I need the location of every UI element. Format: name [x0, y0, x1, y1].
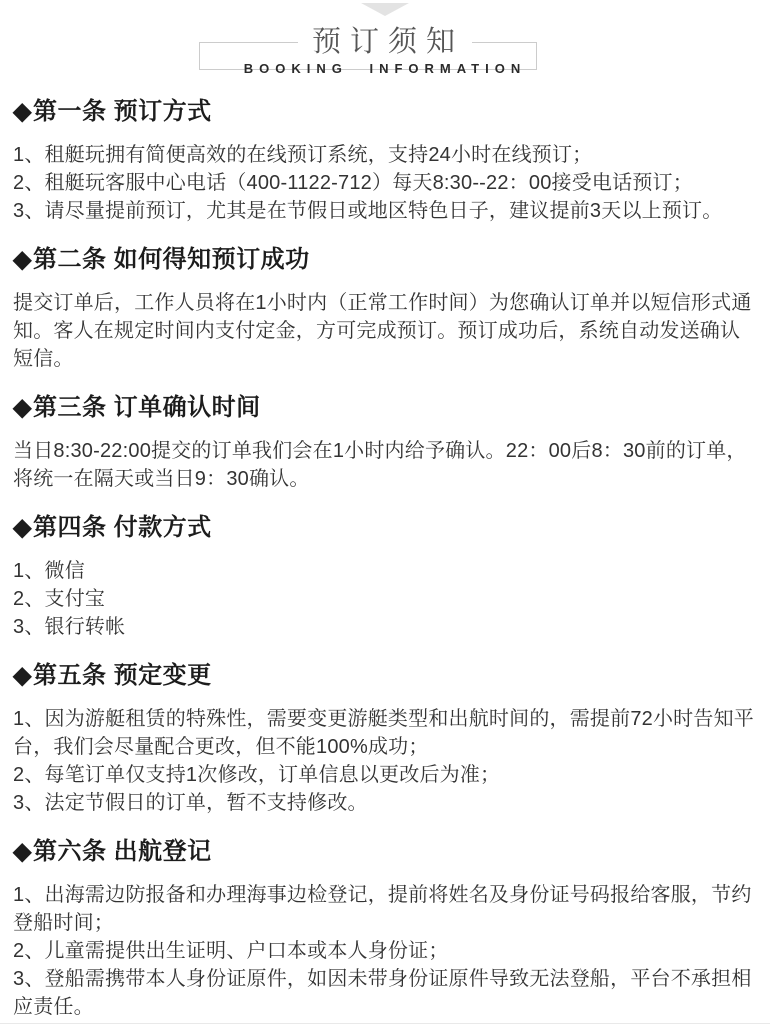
- list-item: 3、银行转帐: [13, 616, 126, 638]
- diamond-icon: ◆: [13, 514, 32, 541]
- section-list: [13, 141, 757, 225]
- diamond-icon: ◆: [13, 838, 32, 865]
- bottom-divider: [0, 1023, 770, 1024]
- list-item: 1、租艇玩拥有简便高效的在线预订系统，支持24小时在线预订；: [13, 144, 593, 166]
- page-title: [0, 25, 770, 59]
- section-heading: [13, 395, 757, 421]
- section-heading-label: 第三条 订单确认时间: [32, 394, 261, 421]
- triangle-down-icon: [361, 3, 409, 16]
- section-heading-label: 第五条 预定变更: [32, 662, 212, 689]
- section-heading: [13, 663, 757, 689]
- section-heading-label: 第一条 预订方式: [32, 98, 212, 125]
- section-heading: [13, 99, 757, 125]
- diamond-icon: ◆: [13, 662, 32, 689]
- section-payment-methods: [13, 515, 757, 641]
- booking-notice-page: [0, 3, 770, 1034]
- section-heading-label: 第六条 出航登记: [32, 838, 212, 865]
- section-paragraph: 当日8:30-22:00提交的订单我们会在1小时内给予确认。22：00后8：30前的订单，将统一在隔天或当日9：30确认。: [13, 440, 747, 490]
- notice-content: [0, 99, 770, 1021]
- section-departure-registration: [13, 839, 757, 1021]
- section-list: [13, 705, 757, 817]
- list-item: 3、登船需携带本人身份证原件，如因未带身份证原件导致无法登船，平台不承担相应责任。: [13, 968, 752, 1018]
- section-list: [13, 557, 757, 641]
- list-item: 2、支付宝: [13, 588, 106, 610]
- list-item: 2、租艇玩客服中心电话（400-1122-712）每天8:30--22：00接受电话预订；: [13, 172, 693, 194]
- list-item: 3、请尽量提前预订，尤其是在节假日或地区特色日子，建议提前3天以上预订。: [13, 200, 723, 222]
- list-item: 2、每笔订单仅支持1次修改，订单信息以更改后为准；: [13, 764, 501, 786]
- page-header: [0, 27, 770, 77]
- list-item: 3、法定节假日的订单，暂不支持修改。: [13, 792, 368, 814]
- section-heading-label: 第二条 如何得知预订成功: [32, 246, 310, 273]
- diamond-icon: ◆: [13, 98, 32, 125]
- page-title-text: 预订须知: [298, 25, 472, 59]
- list-item: 1、微信: [13, 560, 85, 582]
- section-order-confirm-time: [13, 395, 757, 493]
- list-item: 1、因为游艇租赁的特殊性，需要变更游艇类型和出航时间的，需提前72小时告知平台，我们会尽量配合更改，但不能100%成功；: [13, 708, 754, 758]
- list-item: 1、出海需边防报备和办理海事边检登记，提前将姓名及身份证号码报给客服，节约登船时间；: [13, 884, 752, 934]
- section-heading: [13, 247, 757, 273]
- diamond-icon: ◆: [13, 394, 32, 421]
- section-paragraph: 提交订单后，工作人员将在1小时内（正常工作时间）为您确认订单并以短信形式通知。客人在规定时间内支付定金，方可完成预订。预订成功后，系统自动发送确认短信。: [13, 292, 752, 370]
- section-booking-changes: [13, 663, 757, 817]
- section-heading-label: 第四条 付款方式: [32, 514, 212, 541]
- page-subtitle: BOOKING INFORMATION: [243, 61, 527, 76]
- section-list: [13, 881, 757, 1021]
- section-heading: [13, 515, 757, 541]
- section-heading: [13, 839, 757, 865]
- section-booking-confirmation: [13, 247, 757, 373]
- section-booking-method: [13, 99, 757, 225]
- list-item: 2、儿童需提供出生证明、户口本或本人身份证；: [13, 940, 449, 962]
- diamond-icon: ◆: [13, 246, 32, 273]
